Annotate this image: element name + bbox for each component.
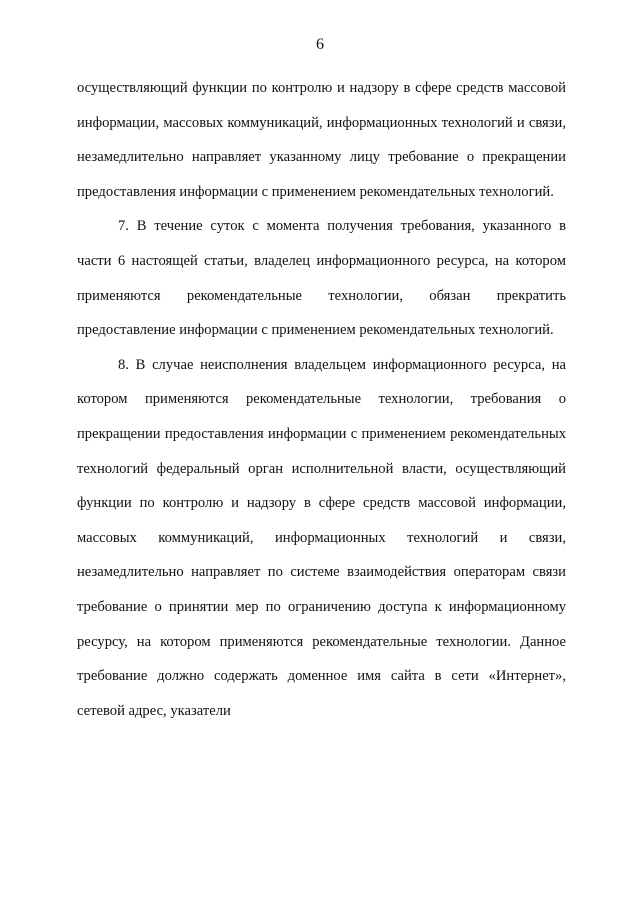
page-number: 6: [316, 36, 324, 53]
paragraph-7: 7. В течение суток с момента получения требования, указанного в части 6 настоящей статьи, владелец информационного ресурса, на котором применяются рекомендательные технологии, обязан прекратить предоставление информации с применением рекомендательных технологий.: [77, 218, 566, 339]
paragraph-continuation: осуществляющий функции по контролю и надзору в сфере средств массовой информации, массовых коммуникаций, информационных технологий и связи, незамедлительно направляет указанному лицу требование о прекращении предоставления информации с применением рекомендательных технологий.: [77, 80, 566, 200]
paragraph-8: 8. В случае неисполнения владельцем информационного ресурса, на котором применяются рекомендательные технологии, требования о прекращении предоставления информации с применением рекомендательных технологий федеральный орган исполнительной власти, осуществляющий функции по контролю и надзору в сфере средств массовой информации, массовых коммуникаций, информационных технологий и связи, незамедлительно направляет по системе взаимодействия операторам связи требование о принятии мер по ограничению доступа к информационному ресурсу, на котором применяются рекомендательные технологии. Данное требование должно содержать доменное имя сайта в сети «Интернет», сетевой адрес, указатели: [77, 356, 566, 719]
document-body: [77, 71, 566, 728]
